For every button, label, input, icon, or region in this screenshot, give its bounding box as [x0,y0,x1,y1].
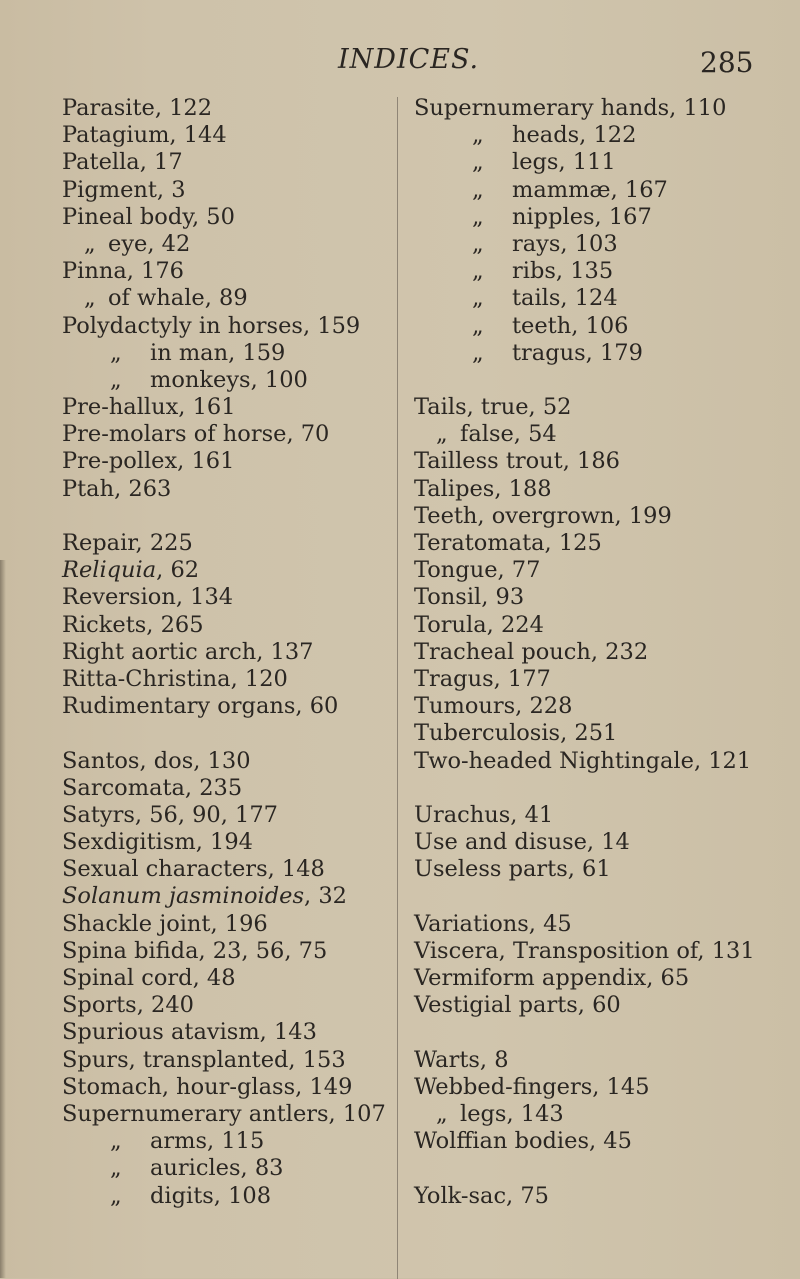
index-entry-text: Use and disuse, 14 [414,829,630,856]
index-entry-text: Pigment, 3 [62,176,186,203]
index-entry-text: Pre-molars of horse, 70 [62,421,330,448]
index-entry [62,965,402,992]
index-entry [414,1047,794,1074]
index-entry-text: Pinna, 176 [62,258,184,285]
ditto-mark: „ [110,366,122,393]
index-entry-text: teeth, 106 [512,312,629,339]
index-entry-text: Sexdigitism, 194 [62,829,253,856]
index-entry [62,693,402,720]
index-entry-text: Two-headed Nightingale, 121 [414,747,752,774]
ditto-mark: „ [436,1100,448,1127]
ditto-mark: „ [472,203,484,230]
index-entry [62,1019,402,1046]
index-entry [62,802,402,829]
index-entry [62,530,402,557]
ditto-mark: „ [472,312,484,339]
index-entry [414,938,794,965]
index-entry-text: Supernumerary hands, 110 [414,95,727,121]
index-entry-text: , 32 [304,883,347,910]
index-entry-text: legs, 143 [460,1100,564,1127]
index-entry [414,584,794,611]
index-entry-text: Viscera, Transposition of, 131 [414,937,755,964]
ditto-mark: „ [110,1182,122,1209]
index-entry-text: Tails, true, 52 [414,394,572,421]
column-divider [397,97,398,1279]
index-entry-text: Santos, dos, 130 [62,747,251,774]
index-entry [62,883,402,910]
index-entry [414,258,794,285]
index-entry [414,911,794,938]
ditto-mark: „ [472,122,484,149]
index-entry [62,938,402,965]
index-entry-text: Vermiform appendix, 65 [414,965,690,991]
index-section-gap [414,775,794,802]
ditto-mark: „ [84,285,96,312]
index-entry [414,177,794,204]
index-entry-text: Talipes, 188 [414,475,552,502]
ditto-mark: „ [110,1155,122,1182]
index-entry-text: Tracheal pouch, 232 [414,638,649,665]
ditto-mark: „ [110,1128,122,1155]
index-entry-text: ribs, 135 [512,258,614,285]
index-entry [414,530,794,557]
index-entry-text: Rudimentary organs, 60 [62,693,339,720]
index-entry [62,639,402,666]
index-entry-text: Parasite, 122 [62,95,213,121]
ditto-mark: „ [472,339,484,366]
index-entry-text: Tuberculosis, 251 [414,720,618,747]
index-entry-text: Tailless trout, 186 [414,448,620,475]
index-section-gap [414,1155,794,1182]
index-entry-text: eye, 42 [108,230,191,257]
index-entry [414,149,794,176]
index-entry [414,448,794,475]
index-entry-text: Polydactyly in horses, 159 [62,312,361,339]
index-entry-text: Tumours, 228 [414,693,573,720]
index-entry-text: legs, 111 [512,149,616,176]
ditto-mark: „ [472,230,484,257]
index-entry [62,992,402,1019]
index-entry-text: Patella, 17 [62,149,183,176]
index-entry-text: Spurious atavism, 143 [62,1019,317,1046]
index-entry [414,557,794,584]
index-entry-text: rays, 103 [512,230,618,257]
index-entry [62,557,402,584]
index-entry [62,204,402,231]
index-entry [62,340,402,367]
page-edge-shadow [0,560,6,1278]
index-entry-text: Pre-hallux, 161 [62,394,236,421]
index-entry-text: Rickets, 265 [62,611,204,638]
index-entry [62,122,402,149]
index-entry-text: of whale, 89 [108,285,248,312]
index-entry-text: Ptah, 263 [62,475,172,502]
index-column-right [414,95,794,1210]
ditto-mark: „ [436,421,448,448]
index-entry [62,1074,402,1101]
index-section-gap [414,1019,794,1046]
index-entry-text: Satyrs, 56, 90, 177 [62,801,279,828]
index-entry [414,748,794,775]
index-entry-text: mammæ, 167 [512,176,668,203]
index-entry [414,992,794,1019]
ditto-mark: „ [110,339,122,366]
index-entry-text: Shackle joint, 196 [62,910,268,937]
index-entry-text: Vestigial parts, 60 [414,992,621,1019]
index-entry [414,829,794,856]
index-entry [62,584,402,611]
running-title: INDICES. [338,44,480,75]
index-entry [414,802,794,829]
index-entry [62,1047,402,1074]
index-entry-text: Sports, 240 [62,992,194,1019]
index-entry-italic-term: Solanum jasminoides [62,883,305,910]
index-section-gap [62,720,402,747]
index-entry-text: tails, 124 [512,285,618,312]
index-entry-text: auricles, 83 [150,1155,284,1182]
index-entry-italic-term: Reliquia [62,557,157,584]
index-entry [414,394,794,421]
index-entry-text: Tonsil, 93 [414,584,525,611]
index-entry [62,748,402,775]
index-entry-text: digits, 108 [150,1182,272,1209]
ditto-mark: „ [472,258,484,285]
index-entry [414,693,794,720]
index-entry-text: Pre-pollex, 161 [62,448,235,475]
index-entry [62,149,402,176]
index-entry [414,95,794,122]
index-entry-text: tragus, 179 [512,339,643,366]
index-entry [62,666,402,693]
index-entry-text: Sarcomata, 235 [62,774,243,801]
index-entry [414,285,794,312]
index-entry [62,1128,402,1155]
index-entry-text: nipples, 167 [512,203,652,230]
index-entry-text: Yolk-sac, 75 [414,1182,549,1209]
index-entry-text: Teeth, overgrown, 199 [414,502,672,529]
index-entry-text: Spina bifida, 23, 56, 75 [62,937,328,964]
index-entry [62,367,402,394]
index-entry-text: heads, 122 [512,122,637,149]
index-entry [414,1183,794,1210]
index-entry [414,231,794,258]
index-entry-text: Wolffian bodies, 45 [414,1128,632,1155]
page-header [0,40,800,80]
index-entry [62,1101,402,1128]
index-entry [414,856,794,883]
index-entry [62,448,402,475]
index-entry [62,829,402,856]
index-section-gap [62,503,402,530]
index-entry-text: Torula, 224 [414,611,544,638]
index-entry [62,421,402,448]
index-section-gap [414,367,794,394]
index-entry [62,285,402,312]
index-section-gap [414,883,794,910]
index-entry-text: Urachus, 41 [414,801,554,828]
index-entry [414,1128,794,1155]
index-entry-text: Spurs, transplanted, 153 [62,1046,346,1073]
index-entry [62,612,402,639]
page-number: 285 [700,46,754,79]
index-entry-text: Ritta-Christina, 120 [62,665,288,692]
index-entry [62,775,402,802]
index-entry [62,1183,402,1210]
index-entry [414,1074,794,1101]
index-entry-text: Variations, 45 [414,910,572,937]
index-entry [62,177,402,204]
index-entry [62,313,402,340]
index-entry-text: Stomach, hour-glass, 149 [62,1073,353,1100]
index-entry [62,476,402,503]
ditto-mark: „ [472,176,484,203]
index-entry [414,965,794,992]
index-entry-text: Sexual characters, 148 [62,856,325,883]
index-entry [62,394,402,421]
index-entry [62,1155,402,1182]
index-entry [414,122,794,149]
index-entry [62,911,402,938]
index-entry-text: arms, 115 [150,1128,265,1155]
index-entry [414,313,794,340]
index-entry-text: Tragus, 177 [414,665,551,692]
index-entry [414,503,794,530]
index-entry [414,476,794,503]
index-entry [62,231,402,258]
ditto-mark: „ [84,230,96,257]
index-entry-text: Teratomata, 125 [414,530,602,556]
index-entry-text: , 62 [156,557,200,584]
index-entry [62,95,402,122]
index-entry [414,612,794,639]
index-entry [62,856,402,883]
index-entry [414,1101,794,1128]
index-entry [414,720,794,747]
index-entry [62,258,402,285]
index-entry-text: Patagium, 144 [62,122,227,149]
index-entry-text: Spinal cord, 48 [62,965,236,991]
ditto-mark: „ [472,149,484,176]
index-entry [414,421,794,448]
index-entry [414,666,794,693]
ditto-mark: „ [472,285,484,312]
index-entry [414,639,794,666]
index-entry-text: false, 54 [460,421,557,448]
index-entry-text: Supernumerary antlers, 107 [62,1100,386,1127]
index-entry-text: Warts, 8 [414,1046,509,1073]
index-column-left [62,95,402,1210]
index-entry-text: Tongue, 77 [414,557,541,584]
index-entry [414,340,794,367]
index-entry-text: Useless parts, 61 [414,856,611,883]
index-entry [414,204,794,231]
index-entry-text: monkeys, 100 [150,366,308,393]
index-entry-text: Right aortic arch, 137 [62,638,314,665]
index-entry-text: Repair, 225 [62,530,193,556]
index-entry-text: Webbed-fingers, 145 [414,1073,650,1100]
index-entry-text: Pineal body, 50 [62,203,235,230]
index-entry-text: Reversion, 134 [62,584,234,611]
index-entry-text: in man, 159 [150,339,286,366]
